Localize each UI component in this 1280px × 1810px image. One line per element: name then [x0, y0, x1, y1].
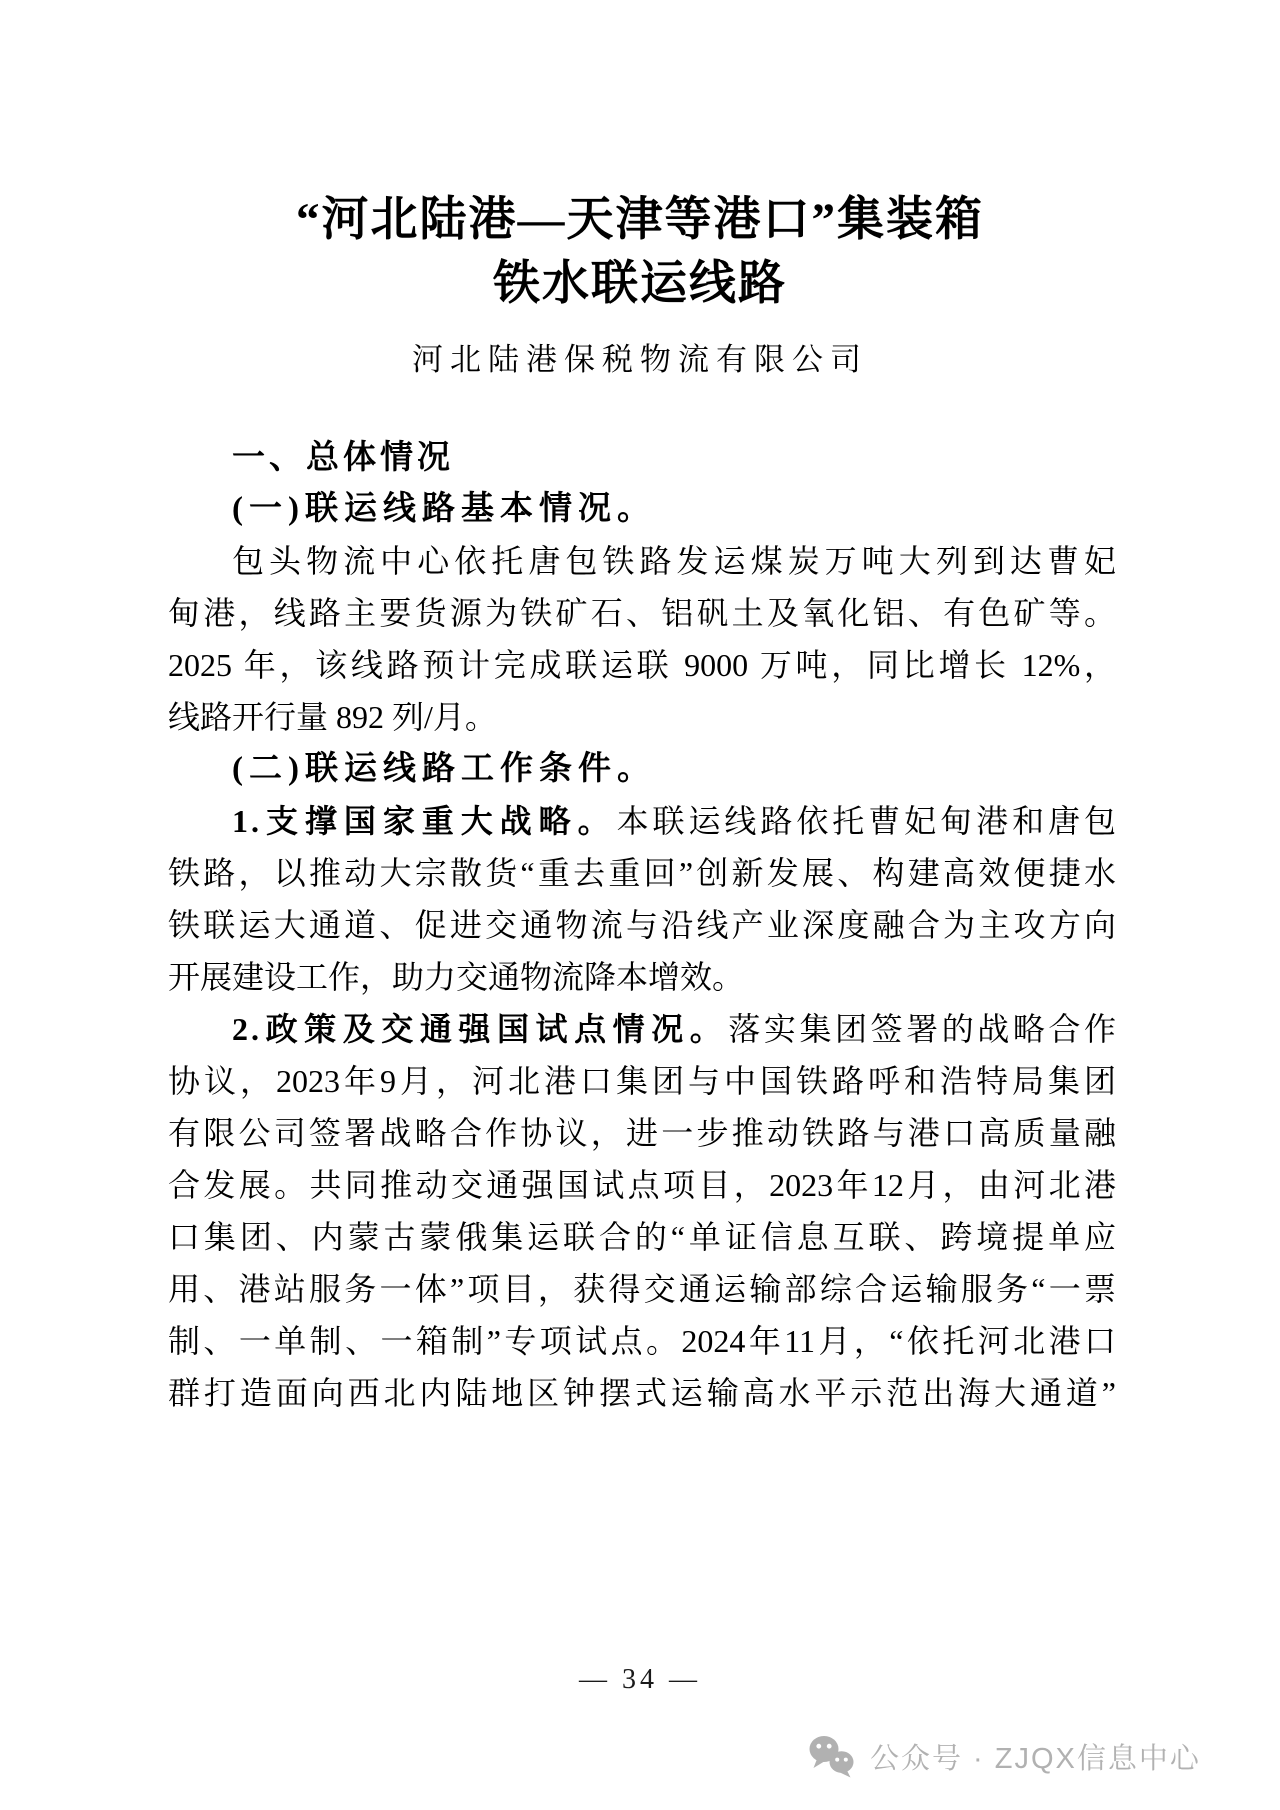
paragraph-lead: 2.政策及交通强国试点情况。 — [232, 1011, 729, 1047]
watermark-label: 公众号 · ZJQX信息中心 — [870, 1742, 1201, 1775]
document-subtitle: 河北陆港保税物流有限公司 — [412, 342, 868, 377]
section-heading — [168, 431, 1116, 483]
body-line — [168, 1367, 1116, 1419]
line-text: (二)联运线路工作条件。 — [232, 751, 656, 787]
line-text: 制、一单制、一箱制”专项试点。2024年11月，“依托河北港口 — [168, 1323, 1116, 1359]
sub-heading — [168, 743, 1116, 795]
line-text: 2025 年，该线路预计完成联运联 9000 万吨，同比增长 12%， — [168, 647, 1116, 683]
line-text: 群打造面向西北内陆地区钟摆式运输高水平示范出海大通道” — [168, 1375, 1116, 1411]
line-text: 铁路，以推动大宗散货“重去重回”创新发展、构建高效便捷水 — [168, 855, 1116, 891]
body-line — [168, 951, 1116, 1003]
document-title — [0, 188, 1280, 316]
body-line — [168, 1315, 1116, 1367]
body-line — [168, 795, 1116, 847]
document-body — [168, 431, 1116, 1419]
title-line-2: 铁水联运线路 — [493, 258, 787, 310]
body-line — [168, 691, 1116, 743]
body-line — [168, 1263, 1116, 1315]
line-text: 包头物流中心依托唐包铁路发运煤炭万吨大列到达曹妃 — [232, 543, 1116, 579]
body-line — [168, 847, 1116, 899]
line-text: 甸港，线路主要货源为铁矿石、铝矾土及氧化铝、有色矿等。 — [168, 595, 1116, 631]
line-text: 开展建设工作，助力交通物流降本增效。 — [168, 959, 745, 995]
line-text: 有限公司签署战略合作协议，进一步推动铁路与港口高质量融 — [168, 1115, 1116, 1151]
title-line-1: “河北陆港—天津等港口”集装箱 — [296, 194, 984, 246]
body-line — [168, 1107, 1116, 1159]
line-text: 合发展。共同推动交通强国试点项目，2023年12月，由河北港 — [168, 1167, 1116, 1203]
line-text: 本联运线路依托曹妃甸港和唐包 — [616, 803, 1116, 839]
body-line — [168, 1159, 1116, 1211]
line-text: 线路开行量 892 列/月。 — [168, 699, 497, 735]
line-text: 一、总体情况 — [232, 438, 454, 475]
body-line — [168, 639, 1116, 691]
body-line — [168, 535, 1116, 587]
line-text: (一)联运线路基本情况。 — [232, 491, 656, 527]
wechat-watermark — [806, 1734, 1201, 1778]
body-line — [168, 899, 1116, 951]
line-text: 口集团、内蒙古蒙俄集运联合的“单证信息互联、跨境提单应 — [168, 1219, 1116, 1255]
sub-heading — [168, 483, 1116, 535]
body-line — [168, 1211, 1116, 1263]
body-line — [168, 587, 1116, 639]
line-text: 铁联运大通道、促进交通物流与沿线产业深度融合为主攻方向 — [168, 907, 1116, 943]
page-number: — 34 — — [579, 1664, 701, 1695]
wechat-icon — [806, 1734, 858, 1778]
body-line — [168, 1055, 1116, 1107]
paragraph-lead: 1.支撑国家重大战略。 — [232, 803, 617, 839]
line-text: 落实集团签署的战略合作 — [728, 1011, 1116, 1047]
line-text: 用、港站服务一体”项目，获得交通运输部综合运输服务“一票 — [168, 1271, 1116, 1307]
line-text: 协议，2023年9月，河北港口集团与中国铁路呼和浩特局集团 — [168, 1063, 1116, 1099]
body-line — [168, 1003, 1116, 1055]
